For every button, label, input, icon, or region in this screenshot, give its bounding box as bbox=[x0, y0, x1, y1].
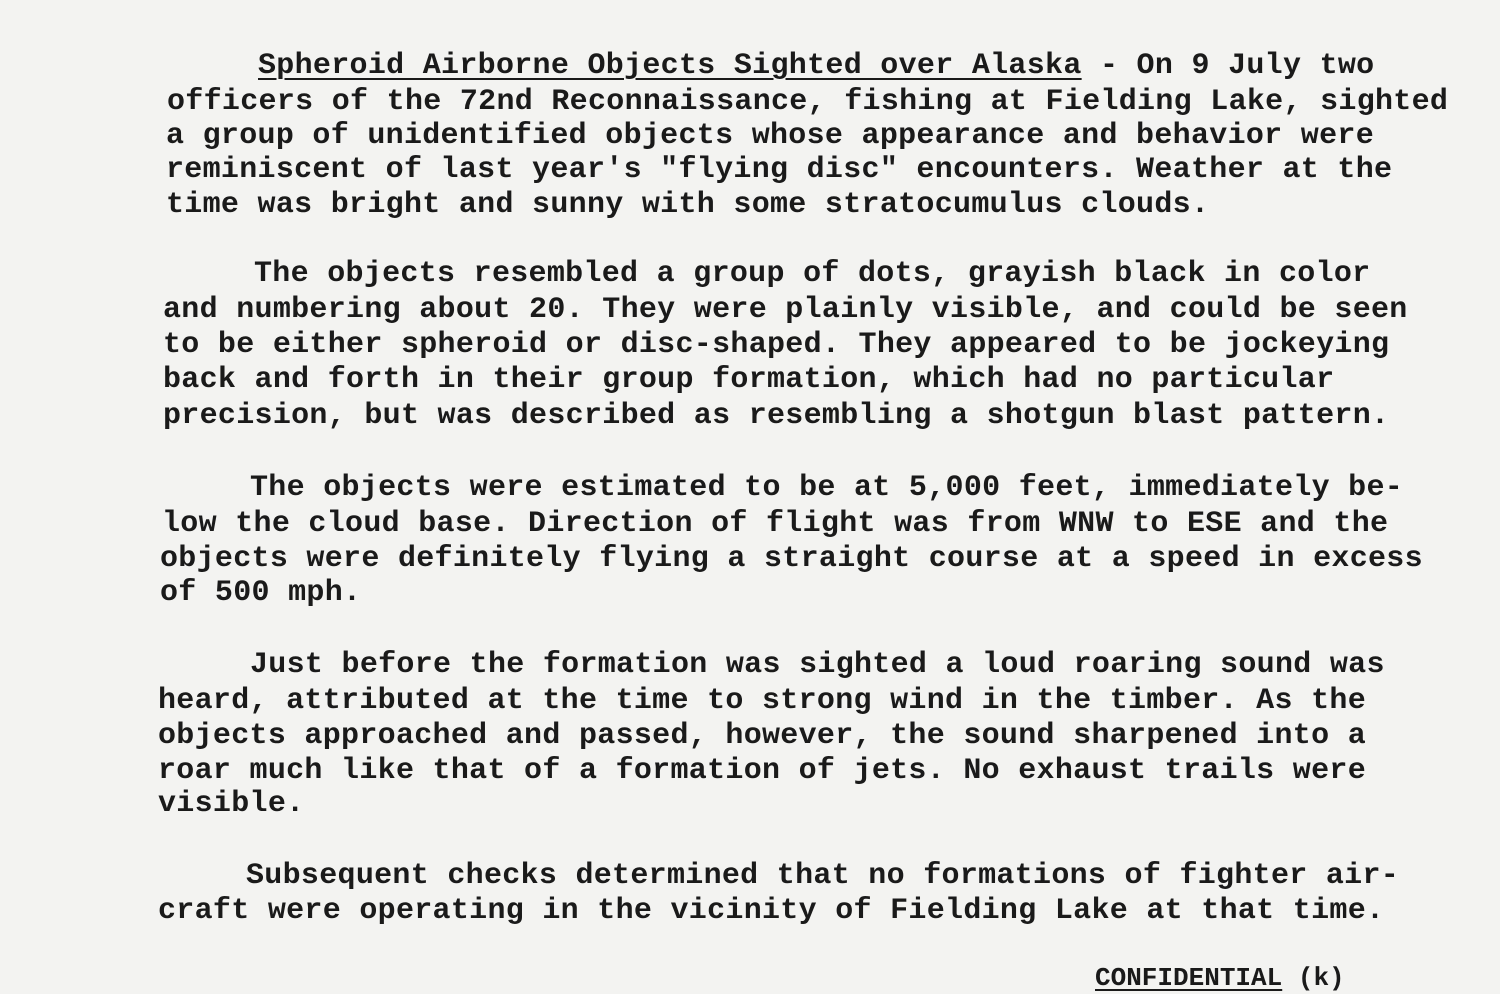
paragraph-2-line-3: to be either spheroid or disc-shaped. They appeared to be jockeying bbox=[163, 328, 1390, 362]
paragraph-4-line-2: heard, attributed at the time to strong wind in the timber. As the bbox=[158, 684, 1366, 718]
paragraph-3-line-1: The objects were estimated to be at 5,000 feet, immediately be- bbox=[250, 471, 1404, 505]
paragraph-marker: (k) bbox=[1297, 963, 1345, 993]
paragraph-4-line-3: objects approached and passed, however, the sound sharpened into a bbox=[158, 719, 1366, 753]
classification-marking: CONFIDENTIAL bbox=[1095, 963, 1283, 993]
paragraph-4-line-4: roar much like that of a formation of jets. No exhaust trails were bbox=[158, 754, 1366, 788]
paragraph-3-line-4: of 500 mph. bbox=[160, 576, 362, 610]
paragraph-1-line-3: a group of unidentified objects whose appearance and behavior were bbox=[166, 119, 1374, 153]
paragraph-3-line-3: objects were definitely flying a straight course at a speed in excess bbox=[160, 542, 1423, 576]
paragraph-1-line-1-text: - On 9 July two bbox=[1081, 49, 1375, 83]
paragraph-5-line-1: Subsequent checks determined that no formations of fighter air- bbox=[246, 859, 1400, 893]
paragraph-3-line-2: low the cloud base. Direction of flight was from WNW to ESE and the bbox=[162, 507, 1389, 541]
paragraph-1-line-1 bbox=[258, 48, 1375, 84]
paragraph-2-line-1: The objects resembled a group of dots, grayish black in color bbox=[254, 257, 1371, 291]
paragraph-1-line-4: reminiscent of last year's "flying disc" encounters. Weather at the bbox=[166, 153, 1393, 187]
paragraph-4-line-1: Just before the formation was sighted a loud roaring sound was bbox=[250, 648, 1385, 682]
paragraph-4-line-5: visible. bbox=[158, 787, 305, 821]
paragraph-2-line-5: precision, but was described as resembling a shotgun blast pattern. bbox=[163, 399, 1390, 433]
paragraph-5-line-2: craft were operating in the vicinity of Fielding Lake at that time. bbox=[158, 894, 1385, 928]
paragraph-1-line-5: time was bright and sunny with some stratocumulus clouds. bbox=[166, 188, 1210, 222]
paragraph-1-line-2: officers of the 72nd Reconnaissance, fishing at Fielding Lake, sighted bbox=[167, 85, 1449, 119]
paragraph-2-line-2: and numbering about 20. They were plainly visible, and could be seen bbox=[163, 293, 1408, 327]
document-footer bbox=[1095, 962, 1345, 994]
paragraph-2-line-4: back and forth in their group formation, which had no particular bbox=[163, 363, 1335, 397]
document-title: Spheroid Airborne Objects Sighted over Alaska bbox=[258, 49, 1082, 83]
